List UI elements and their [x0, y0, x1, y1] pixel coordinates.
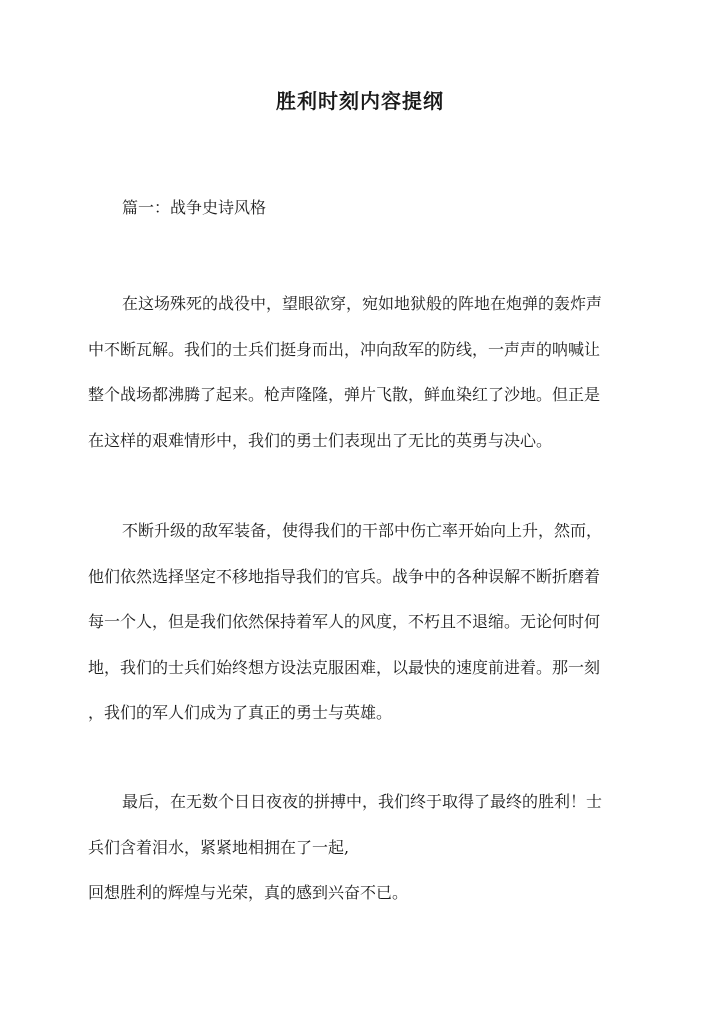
paragraph-line: 地，我们的士兵们始终想方设法克服困难，以最快的速度前进着。那一刻 — [88, 657, 601, 677]
section-heading: 篇一：战争史诗风格 — [122, 198, 267, 217]
paragraph-line: 每一个人，但是我们依然保持着军人的风度，不朽且不退缩。无论何时何 — [88, 612, 601, 632]
paragraph-line: 在这场殊死的战役中，望眼欲穿，宛如地狱般的阵地在炮弹的轰炸声 — [122, 294, 603, 313]
paragraph-line: 中不断瓦解。我们的士兵们挺身而出，冲向敌军的防线，一声声的呐喊让 — [88, 339, 601, 359]
paragraph-3 — [88, 779, 636, 916]
paragraph-line: ，我们的军人们成为了真正的勇士与英雄。 — [88, 703, 393, 723]
paragraph-1 — [88, 281, 636, 463]
paragraph-line: 不断升级的敌军装备，使得我们的干部中伤亡率开始向上升，然而， — [122, 521, 603, 540]
paragraph-line: 他们依然选择坚定不移地指导我们的官兵。战争中的各种误解不断折磨着 — [88, 566, 601, 586]
document-title: 胜利时刻内容提纲 — [276, 89, 444, 113]
paragraph-line: 在这样的艰难情形中，我们的勇士们表现出了无比的英勇与决心。 — [88, 430, 553, 450]
paragraph-line: 回想胜利的辉煌与光荣，真的感到兴奋不已。 — [88, 883, 409, 903]
paragraph-line: 整个战场都沸腾了起来。枪声隆隆，弹片飞散，鲜血染红了沙地。但正是 — [88, 385, 601, 405]
paragraph-line: 最后，在无数个日日夜夜的拼搏中，我们终于取得了最终的胜利！士 — [122, 792, 603, 811]
paragraph-line: 兵们含着泪水，紧紧地相拥在了一起, — [88, 837, 350, 857]
paragraph-2 — [88, 508, 636, 736]
